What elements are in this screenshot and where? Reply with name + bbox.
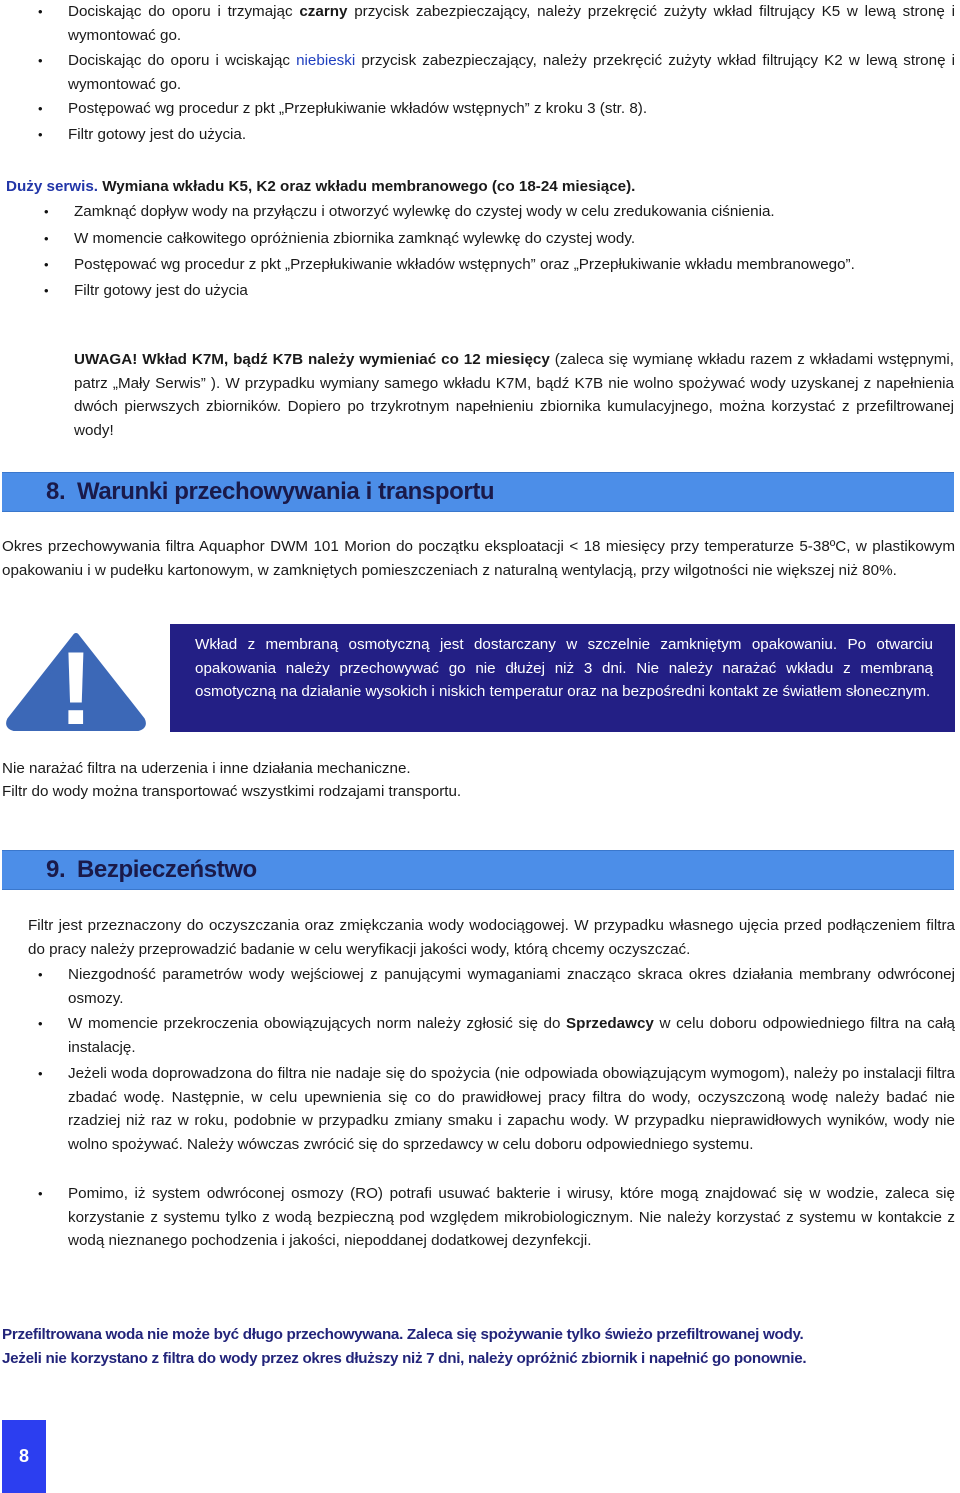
bullet-icon: • (44, 231, 49, 246)
warning-icon (4, 630, 148, 732)
list-item-text: Jeżeli woda doprowadzona do filtra nie nadaje się do spożycia (nie odpowiada obowiązującym wymogom), należy po instalacji filtra zbadać wodę. Następnie, w celu upewnienia się co do prawidłowej pracy filtra do wody, oczyszczoną wodę należy badać nie rzadziej niż raz w roku, podobnie w przypadku zmiany smaku i zapachu wody. W przypadku nieprawidłowych wyników, wody nie wolno spożywać. Należy wówczas zwrócić się do sprzedawcy w celu doboru odpowiedniego systemu. (68, 1065, 955, 1153)
list-item (38, 1062, 955, 1156)
list-item (38, 97, 955, 121)
big-service-label: Duży serwis. (6, 178, 99, 195)
list-item (38, 49, 956, 96)
list-item-text: W momencie przekroczenia obowiązujących norm należy zgłosić się do (68, 1015, 567, 1032)
bullet-icon: • (38, 4, 43, 19)
section-8-bar (2, 472, 954, 512)
bullet-icon: • (44, 257, 49, 272)
list-item-text: przycisk zabezpieczający, należy przekręcić zużyty wkład filtrujący K5 w lewą stronę i wymontować go. (68, 3, 955, 44)
list-item-text: Filtr gotowy jest do użycia. (68, 126, 247, 143)
list-item-text: Postępować wg procedur z pkt „Przepłukiwanie wkładów wstępnych” z kroku 3 (str. 8). (68, 100, 648, 117)
list-item-text: w celu doboru odpowiedniego filtra na całą instalację. (68, 1015, 955, 1056)
bullet-icon: • (38, 1016, 43, 1031)
seller-emphasis: Sprzedawcy (566, 1015, 654, 1032)
footer-note-line-2: Jeżeli nie korzystano z filtra do wody przez okres dłuższy niż 7 dni, należy opróżnić zbiornik i napełnić go ponownie. (2, 1350, 807, 1367)
bullet-icon: • (44, 283, 49, 298)
bullet-icon: • (38, 1186, 43, 1201)
section-9-number: 9. (46, 856, 66, 883)
list-item-text: Filtr gotowy jest do użycia (74, 282, 248, 299)
list-item-text: Pomimo, iż system odwróconej osmozy (RO) potrafi usuwać bakterie i wirusy, które mogą znajdować się w wodzie, zaleca się korzystanie z systemu tylko z wodą bezpieczną pod względem mikrobiologicznym. Nie należy korzystać z systemu w kontakcie z wodą nieznanego pochodzenia i jakości, niepoddanej dodatkowej dezynfekcji. (68, 1185, 955, 1249)
list-item-text: przycisk zabezpieczający, należy przekręcić zużyty wkład filtrujący K2 w lewą stronę i wymontować go. (68, 52, 956, 93)
membrane-warning-box (170, 624, 955, 732)
list-item (38, 1182, 955, 1253)
section-9-bar (2, 850, 954, 890)
list-item-text: Postępować wg procedur z pkt „Przepłukiwanie wkładów wstępnych” oraz „Przepłukiwanie wkładu membranowego”. (74, 256, 855, 273)
list-item-text: W momencie całkowitego opróżnienia zbiornika zamknąć wylewkę do czystej wody. (74, 230, 636, 247)
list-item-emphasis: czarny (299, 3, 348, 20)
page-number (2, 1420, 46, 1493)
transport-note: Filtr do wody można transportować wszystkimi rodzajami transportu. (2, 783, 462, 800)
list-item (44, 227, 954, 251)
bullet-icon: • (38, 53, 43, 68)
warning-symbol: ! (58, 631, 94, 732)
section-9-title: Bezpieczeństwo (77, 856, 257, 883)
uwaga-text: (zaleca się wymianę wkładu razem z wkładami wstępnymi, patrz „Mały Serwis” ). W przypadku wymiany samego wkładu K7M, bądź K7B nie wolno spożywać wody uzyskanej z napełnienia dwóch pierwszych zbiorników. Dopiero po trzykrotnym napełnieniu zbiornika kumulacyjnego, można korzystać z przefiltrowanej wody! (74, 351, 954, 439)
bullet-icon: • (38, 127, 43, 142)
handling-note: Nie narażać filtra na uderzenia i inne działania mechaniczne. (2, 760, 411, 777)
footer-note-line-1: Przefiltrowana woda nie może być długo przechowywana. Zaleca się spożywanie tylko świeżo przefiltrowanej wody. (2, 1326, 804, 1343)
list-item (38, 0, 955, 47)
list-item (38, 123, 955, 147)
section-8-title: Warunki przechowywania i transportu (77, 478, 495, 505)
bullet-icon: • (38, 101, 43, 116)
page-number-label: 8 (18, 1445, 29, 1466)
section-8-number: 8. (46, 478, 66, 505)
uwaga-note (74, 348, 954, 442)
list-item-text: Dociskając do oporu i wciskając (68, 52, 297, 69)
list-item-text: Niezgodność parametrów wody wejściowej z panującymi wymaganiami znacząco skraca okres działania membrany odwróconej osmozy. (68, 966, 955, 1007)
uwaga-label: UWAGA! Wkład K7M, bądź K7B należy wymieniać co 12 miesięcy (74, 351, 550, 368)
membrane-warning-text: Wkład z membraną osmotyczną jest dostarczany w szczelnie zamkniętym opakowaniu. Po otwarciu opakowania należy przechowywać go nie dłużej niż 3 dni. Nie należy narażać wkładu z membraną osmotyczną na działanie wysokich i niskich temperatur oraz na bezpośredni kontakt ze światłem słonecznym. (195, 636, 933, 700)
list-item-text: Zamknąć dopływ wody na przyłączu i otworzyć wylewkę do czystej wody w celu zredukowania ciśnienia. (74, 203, 775, 220)
list-item (38, 963, 955, 1010)
section-9-intro: Filtr jest przeznaczony do oczyszczania oraz zmiękczania wody wodociągowej. W przypadku własnego ujęcia przed podłączeniem filtra do pracy należy przeprowadzić badanie w celu weryfikacji jakości wody, którą chcemy oczyszczać. (28, 917, 955, 958)
list-item (44, 253, 954, 277)
big-service-title: Wymiana wkładu K5, K2 oraz wkładu membranowego (co 18-24 miesiące). (98, 178, 636, 195)
list-item (44, 279, 954, 303)
list-item (38, 1012, 955, 1059)
bullet-icon: • (38, 967, 43, 982)
section-8-intro: Okres przechowywania filtra Aquaphor DWM 101 Morion do początku eksploatacji < 18 miesięcy przy temperaturze 5-38ºC, w plastikowym opakowaniu i w pudełku kartonowym, w zamkniętych pomieszczeniach z naturalną wentylacją, przy wilgotności nie większej niż 80%. (2, 538, 955, 579)
bullet-icon: • (38, 1066, 43, 1081)
big-service-heading (6, 175, 956, 199)
list-item-text: Dociskając do oporu i trzymając (68, 3, 300, 20)
bullet-icon: • (44, 204, 49, 219)
list-item (44, 200, 954, 224)
list-item-emphasis: niebieski (296, 52, 356, 69)
